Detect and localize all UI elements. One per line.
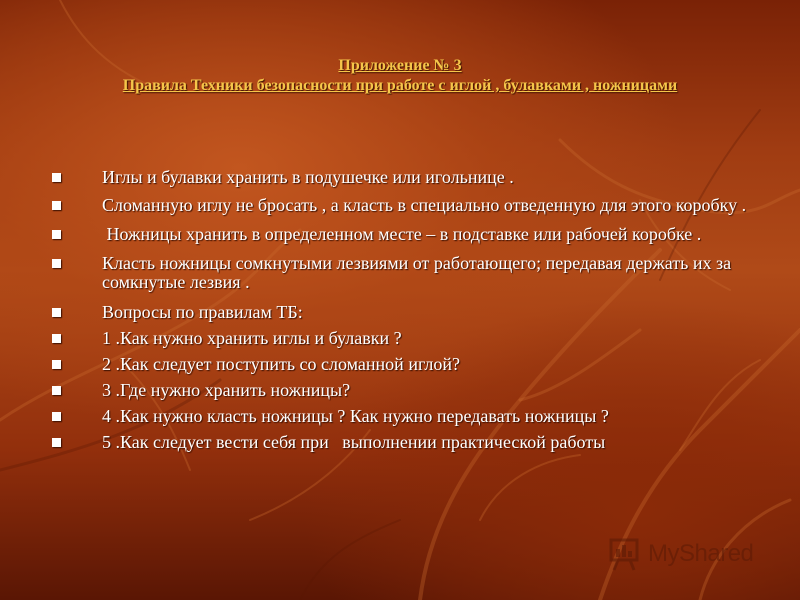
square-bullet-icon	[52, 201, 61, 210]
square-bullet-icon	[52, 230, 61, 239]
square-bullet-icon	[52, 173, 61, 182]
list-item-text: Иглы и булавки хранить в подушечке или игольнице .	[102, 167, 514, 187]
square-bullet-icon	[52, 334, 61, 343]
presentation-board-icon	[608, 536, 642, 572]
list-item	[52, 355, 760, 374]
list-item	[52, 381, 760, 400]
square-bullet-icon	[52, 438, 61, 447]
list-item-text: Вопросы по правилам ТБ:	[102, 302, 303, 322]
list-item-text: 1 .Как нужно хранить иглы и булавки ?	[102, 328, 402, 348]
list-item	[52, 329, 760, 348]
list-item-text: 4 .Как нужно класть ножницы ? Как нужно передавать ножницы ?	[102, 406, 609, 426]
myshared-watermark	[608, 536, 768, 572]
list-item	[52, 303, 760, 322]
list-item	[52, 254, 760, 292]
list-item-text: Сломанную иглу не бросать , а класть в специально отведенную для этого коробку .	[102, 195, 747, 215]
list-item-text: 3 .Где нужно хранить ножницы?	[102, 380, 351, 400]
square-bullet-icon	[52, 360, 61, 369]
list-item-text: 5 .Как следует вести себя при выполнении практической работы	[102, 432, 606, 452]
slide-title	[0, 56, 800, 96]
list-item-text: Класть ножницы сомкнутыми лезвиями от работающего; передавая держать их за сомкнутые лезвия .	[102, 253, 732, 292]
list-item-text: 2 .Как следует поступить со сломанной иглой?	[102, 354, 461, 374]
list-item	[52, 407, 760, 426]
safety-rules-list	[52, 168, 760, 452]
list-item	[52, 168, 760, 187]
list-item	[52, 433, 760, 452]
list-item-text: Ножницы хранить в определенном месте – в подставке или рабочей коробке .	[102, 224, 702, 244]
square-bullet-icon	[52, 259, 61, 268]
square-bullet-icon	[52, 412, 61, 421]
title-line-appendix: Приложение № 3	[338, 57, 462, 74]
list-item	[52, 225, 760, 244]
title-line-safety-rules: Правила Техники безопасности при работе с иглой , булавками , ножницами	[122, 77, 678, 94]
watermark-text: MyShared	[648, 540, 754, 567]
square-bullet-icon	[52, 386, 61, 395]
list-item	[52, 196, 760, 215]
square-bullet-icon	[52, 308, 61, 317]
